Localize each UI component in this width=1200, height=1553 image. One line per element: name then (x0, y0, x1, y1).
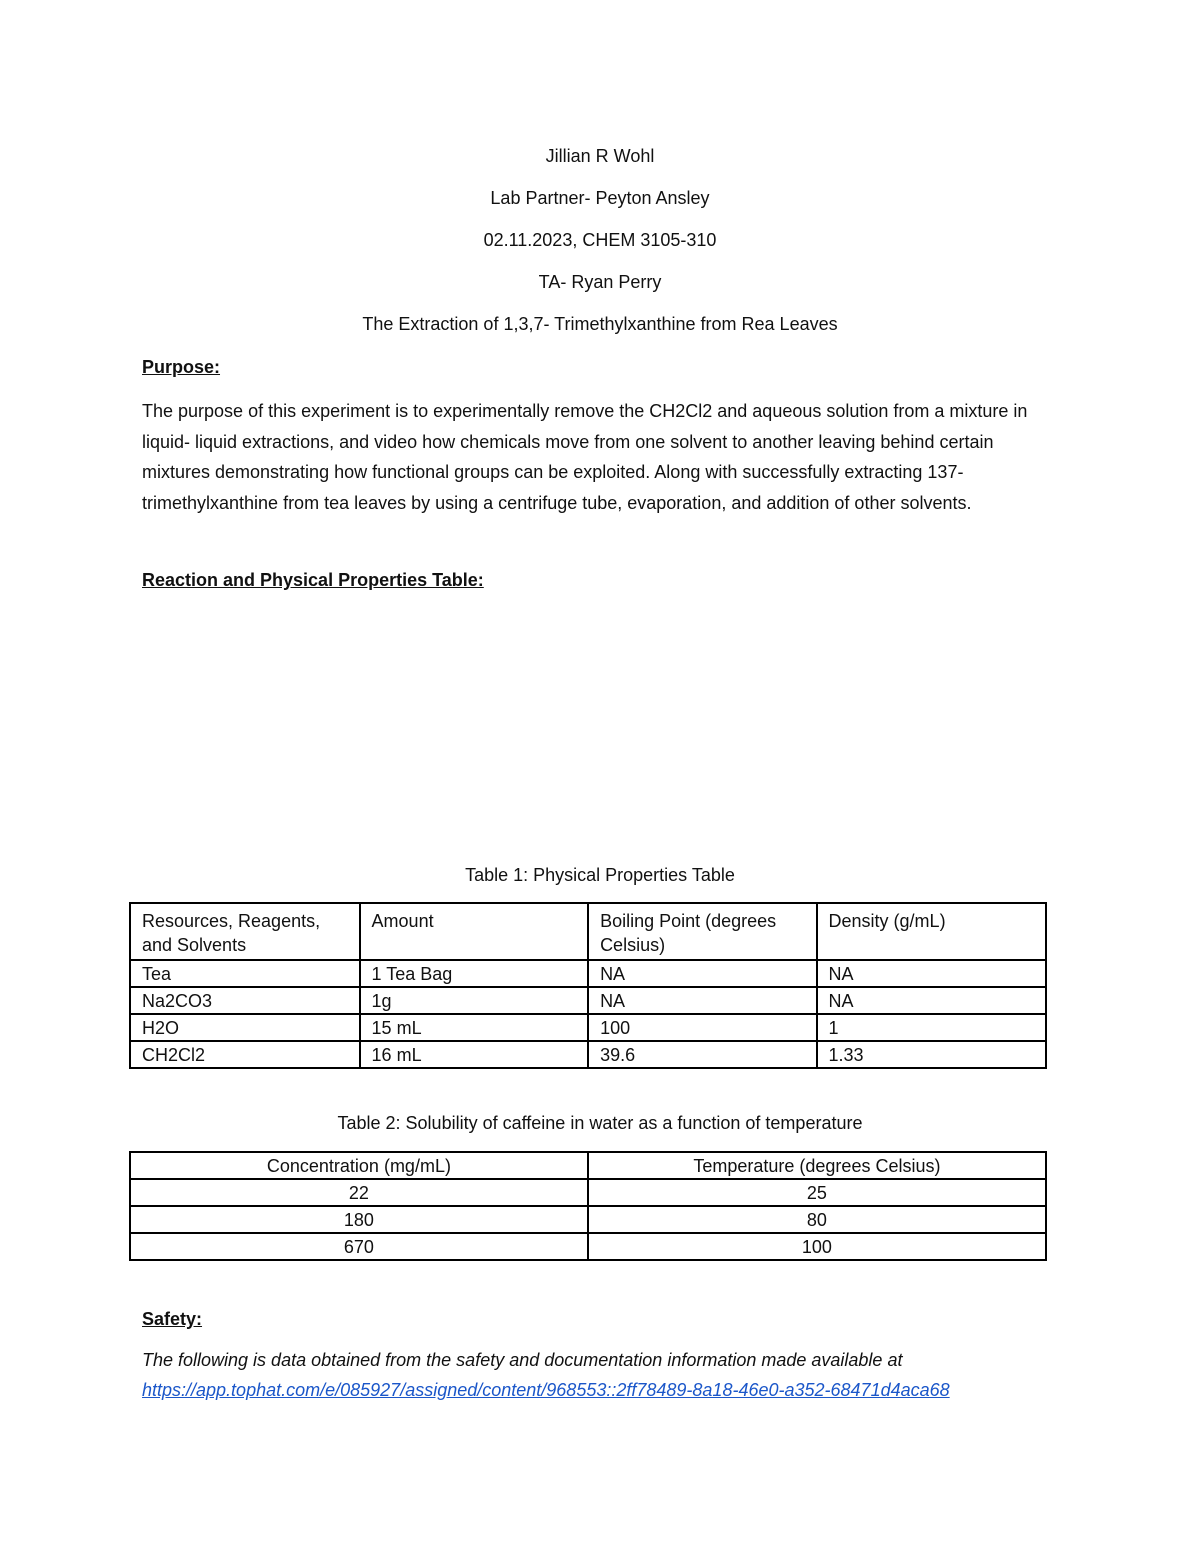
teaching-assistant: TA- Ryan Perry (538, 272, 662, 292)
table-row (130, 1179, 1046, 1206)
table-header-row (130, 903, 1046, 960)
table-cell: CH2Cl2 (130, 1041, 360, 1068)
table-row (130, 960, 1046, 987)
table-row (130, 1206, 1046, 1233)
table-header-cell: Concentration (mg/mL) (130, 1152, 588, 1179)
table-cell: Tea (130, 960, 360, 987)
table-cell: 180 (130, 1206, 588, 1233)
table-cell: 1 Tea Bag (360, 960, 589, 987)
table-cell: NA (817, 987, 1046, 1014)
table-header-cell: Resources, Reagents, and Solvents (130, 903, 360, 960)
table-header-cell: Boiling Point (degrees Celsius) (588, 903, 816, 960)
table-cell: 25 (588, 1179, 1046, 1206)
table-header-cell: Amount (360, 903, 589, 960)
table-cell: Na2CO3 (130, 987, 360, 1014)
safety-link[interactable]: https://app.tophat.com/e/085927/assigned/content/968553::2ff78489-8a18-46e0-a352-68471d4aca68 (142, 1380, 950, 1400)
table-cell: 100 (588, 1233, 1046, 1260)
table-cell: NA (817, 960, 1046, 987)
table-cell: 39.6 (588, 1041, 816, 1068)
table-cell: 1.33 (817, 1041, 1046, 1068)
physical-properties-table (129, 902, 1047, 1069)
table-cell: 100 (588, 1014, 816, 1041)
lab-partner: Lab Partner- Peyton Ansley (490, 188, 710, 208)
table-header-cell: Density (g/mL) (817, 903, 1046, 960)
table-cell: 1 (817, 1014, 1046, 1041)
table-row (130, 1014, 1046, 1041)
table2-caption: Table 2: Solubility of caffeine in water as a function of temperature (337, 1113, 863, 1133)
table-row (130, 987, 1046, 1014)
reaction-heading: Reaction and Physical Properties Table: (142, 570, 484, 590)
author-name: Jillian R Wohl (545, 146, 655, 166)
table-cell: 22 (130, 1179, 588, 1206)
table-row (130, 1041, 1046, 1068)
table-cell: 80 (588, 1206, 1046, 1233)
safety-heading: Safety: (142, 1309, 203, 1329)
safety-intro: The following is data obtained from the safety and documentation information made available at (142, 1350, 903, 1370)
table-cell: NA (588, 987, 816, 1014)
table-header-row (130, 1152, 1046, 1179)
table-cell: 15 mL (360, 1014, 589, 1041)
purpose-heading: Purpose: (142, 357, 221, 377)
table-cell: NA (588, 960, 816, 987)
table-cell: 1g (360, 987, 589, 1014)
purpose-paragraph: The purpose of this experiment is to experimentally remove the CH2Cl2 and aqueous solution from a mixture in liquid- liquid extractions, and video how chemicals move from one solvent to another leaving behind certain mixtures demonstrating how functional groups can be exploited. Along with successfully extracting 137- trimethylxanthine from tea leaves by using a centrifuge tube, evaporation, and addition of other solvents. (142, 401, 1028, 513)
table-row (130, 1233, 1046, 1260)
table1-caption: Table 1: Physical Properties Table (465, 865, 735, 885)
table-header-cell: Temperature (degrees Celsius) (588, 1152, 1046, 1179)
table-cell: 16 mL (360, 1041, 589, 1068)
table-cell: H2O (130, 1014, 360, 1041)
document-title: The Extraction of 1,3,7- Trimethylxanthine from Rea Leaves (362, 314, 838, 334)
date-course: 02.11.2023, CHEM 3105-310 (483, 230, 717, 250)
table-cell: 670 (130, 1233, 588, 1260)
solubility-table (129, 1151, 1047, 1261)
